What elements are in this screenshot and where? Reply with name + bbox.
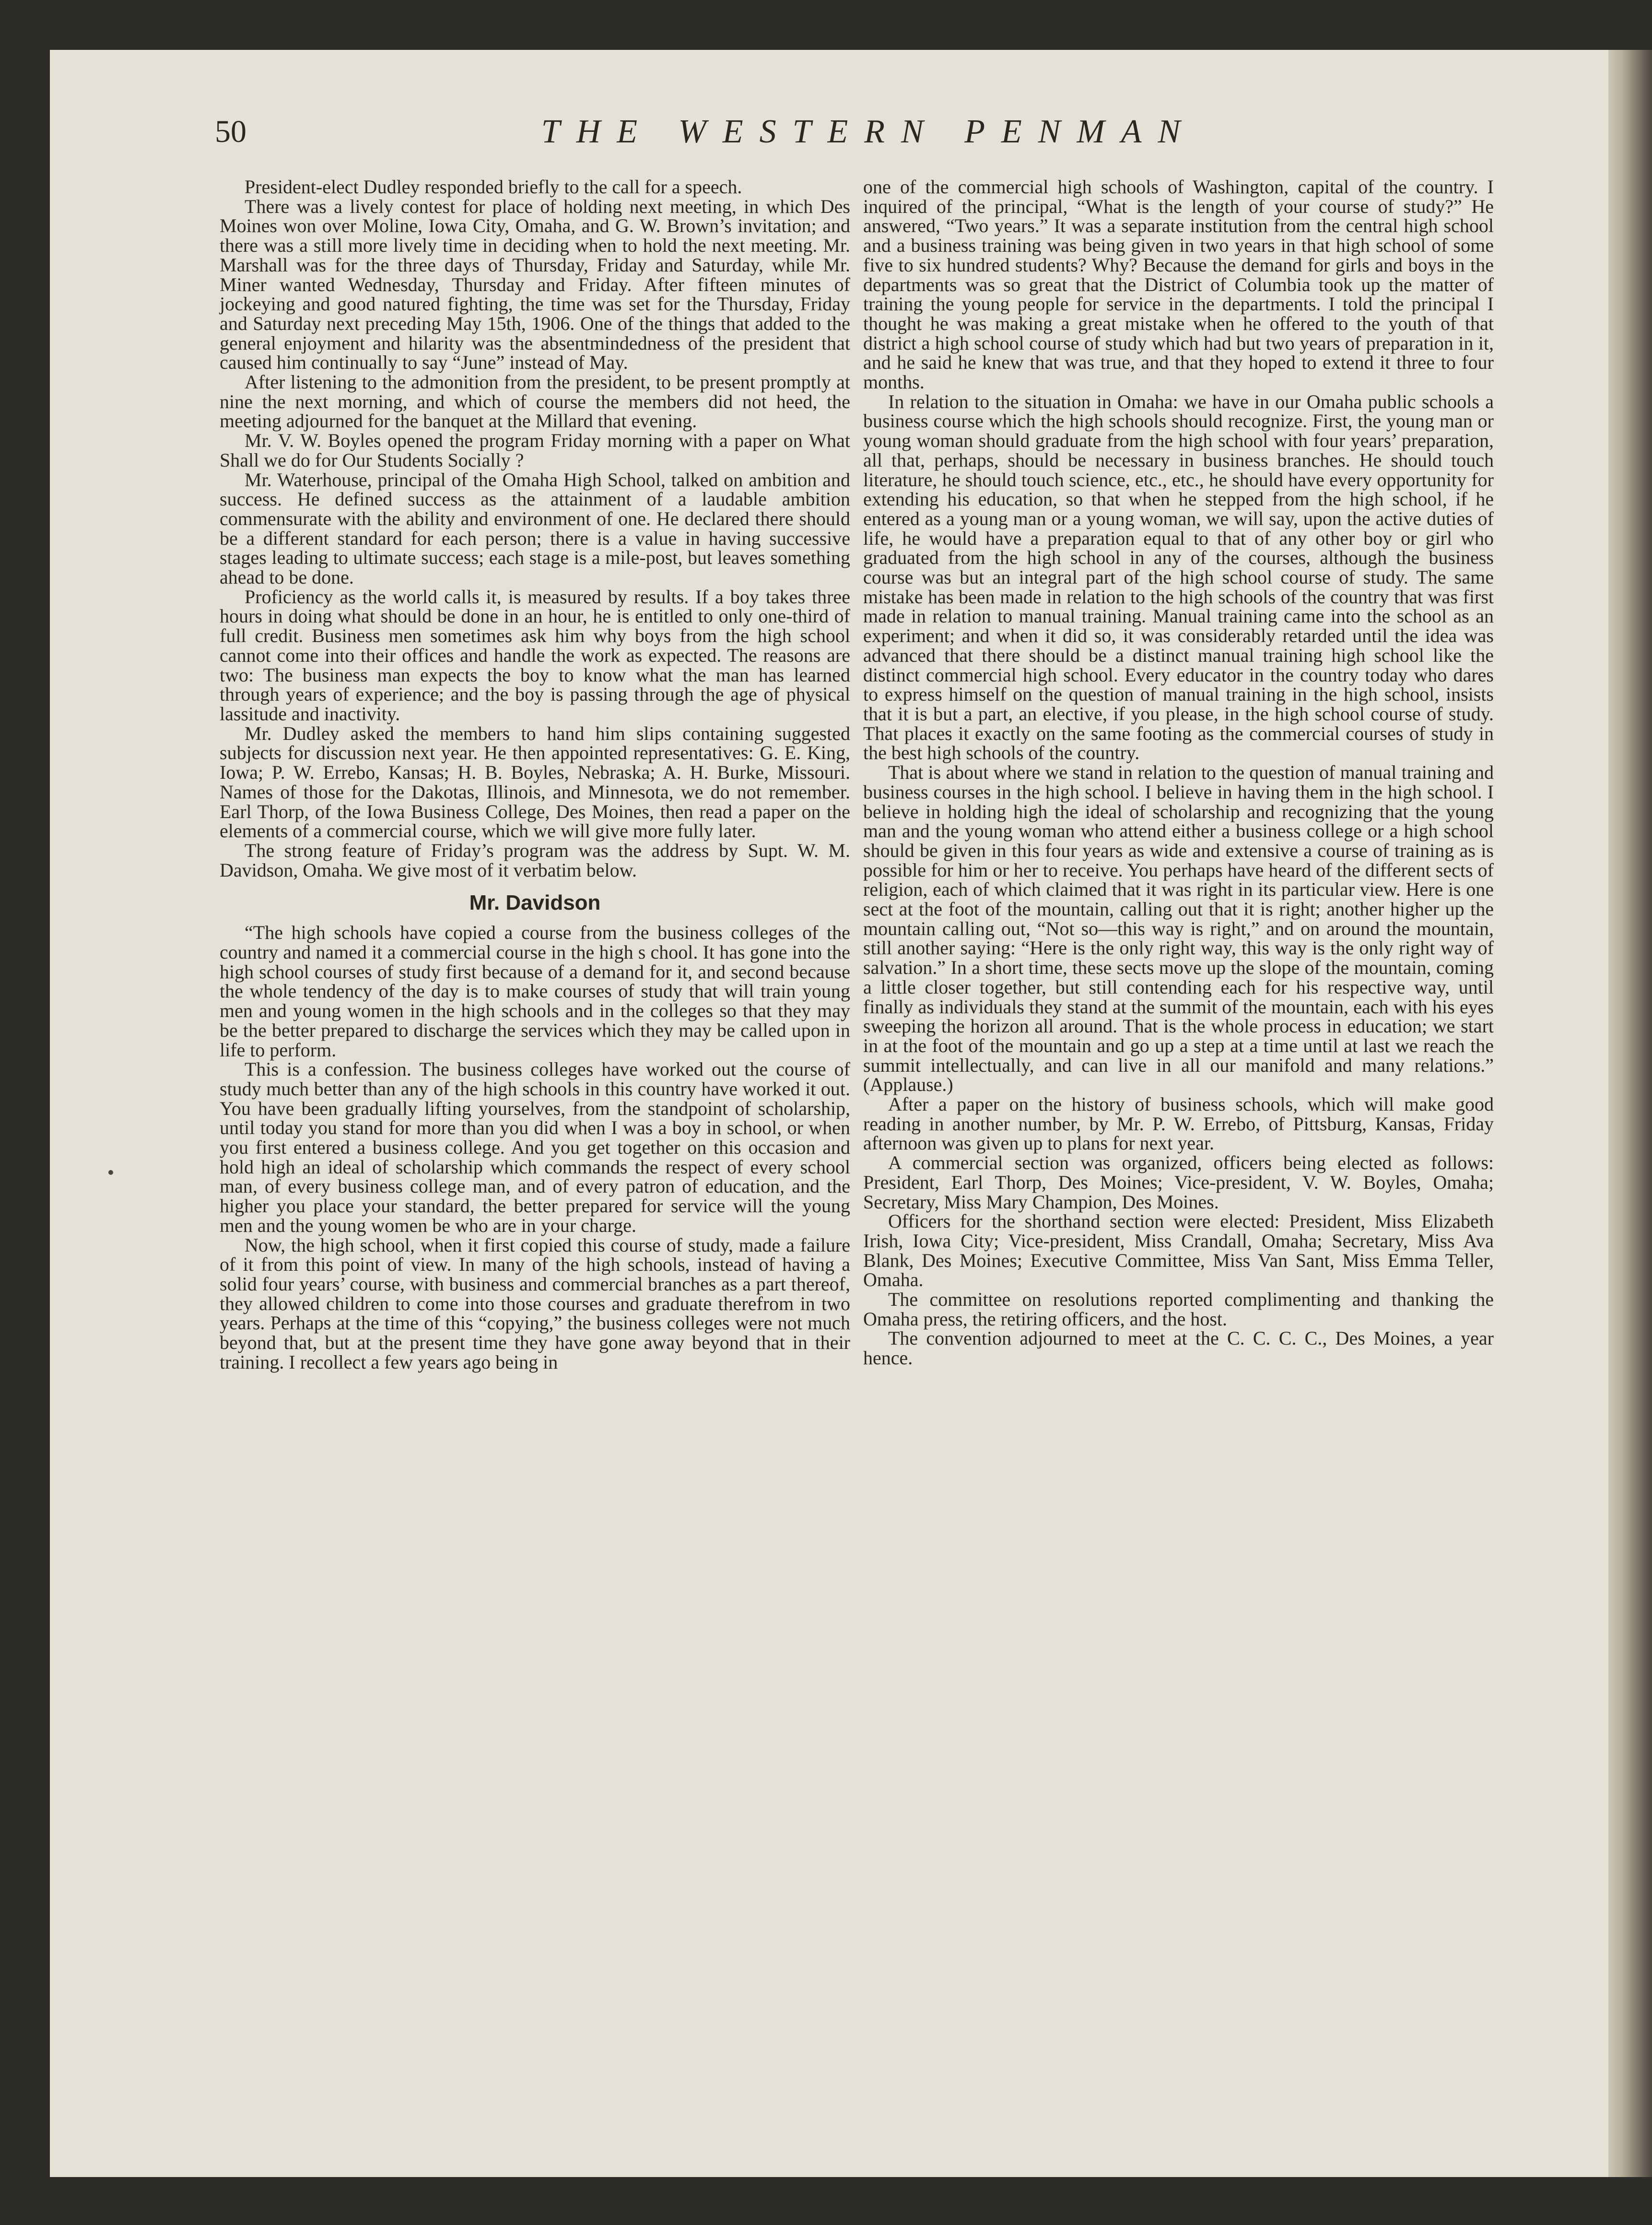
paragraph: After a paper on the history of business schools, which will make good reading in another number, by Mr. P. W. Errebo, of Pittsburg, Kansas, Friday afternoon was given up to plans for next year. <box>863 1093 1494 1154</box>
left-column <box>220 177 850 1372</box>
paragraph: After listening to the admonition from the president, to be present promptly at nine the next morning, and which of course the members did not heed, the meeting adjourned for the banquet at the Millard that evening. <box>220 371 850 432</box>
paragraph: Now, the high school, when it first copied this course of study, made a failure of it from this point of view. In many of the high schools, instead of having a solid four years’ course, with business and commercial branches as a part thereof, they allowed children to come into those courses and graduate therefrom in two years. Perhaps at the time of this “copying,” the business colleges were not much beyond that, but at the present time they have gone away beyond that in their training. I recollect a few years ago being in <box>220 1234 850 1373</box>
section-heading: Mr. Davidson <box>469 891 601 915</box>
paragraph: Mr. Waterhouse, principal of the Omaha High School, talked on ambition and success. He defined success as the attainment of a laudable ambition commensurate with the ability and environment of one. He declared there should be a different standard for each person; there is a value in having successive stages leading to ultimate success; each stage is a mile-post, but leaves something ahead to be done. <box>220 468 850 588</box>
page-number: 50 <box>215 114 246 149</box>
page-edge-shadow <box>1608 50 1652 2177</box>
paragraph: The strong feature of Friday’s program was the address by Supt. W. M. Davidson, Omaha. We give most of it verbatim below. <box>220 839 850 881</box>
paragraph: Officers for the shorthand section were elected: President, Miss Elizabeth Irish, Iowa City; Vice-president, Miss Crandall, Omaha; Secretary, Miss Ava Blank, Des Moines; Executive Committee, Miss Van Sant, Miss Emma Teller, Omaha. <box>863 1210 1494 1291</box>
paragraph: President-elect Dudley responded briefly to the call for a speech. <box>245 176 742 198</box>
right-column <box>863 177 1494 1368</box>
ink-speck <box>108 1170 113 1175</box>
paragraph: A commercial section was organized, officers being elected as follows: President, Earl Thorp, Des Moines; Vice-president, V. W. Boyles, Omaha; Secretary, Miss Mary Champion, Des Moines. <box>863 1152 1494 1213</box>
paragraph: That is about where we stand in relation to the question of manual training and business courses in the high school. I believe in having them in the high school. I believe in holding high the ideal of scholarship and recognizing that the young man and the young woman who attend either a business college or a high school should be given in this four years as wide and extensive a course of training as is possible for him or her to receive. You perhaps have heard of the different sects of religion, each of which claimed that it was right in its particular view. Here is one sect at the foot of the mountain, calling out that it is right; another higher up the mountain calling out, “Not so—this way is right,” and on around the mountain, still another saying: “Here is the only right way, this way is the only right way of salvation.” In a short time, these sects move up the slope of the mountain, coming a little closer together, but still contending each for his respective way, until finally as individuals they stand at the summit of the mountain, each with his eyes sweeping the horizon all around. That is the whole process in education; we start in at the foot of the mountain and go up a step at a time until at last we reach the summit intellectually, and can live in all our manifold and many relations.” (Applause.) <box>863 761 1494 1096</box>
paragraph: The committee on resolutions reported complimenting and thanking the Omaha press, the retiring officers, and the host. <box>863 1288 1494 1330</box>
paragraph: Mr. Dudley asked the members to hand him slips containing suggested subjects for discussion next year. He then appointed representatives: G. E. King, Iowa; P. W. Errebo, Kansas; H. B. Boyles, Nebraska; A. H. Burke, Missouri. Names of those for the Dakotas, Illinois, and Minnesota, we do not remember. Earl Thorp, of the Iowa Business College, Des Moines, then read a paper on the elements of a commercial course, which we will give more fully later. <box>220 722 850 842</box>
running-title: THE WESTERN PENMAN <box>541 113 1197 150</box>
paragraph: In relation to the situation in Omaha: we have in our Omaha public schools a business course which the high schools should recognize. First, the young man or young woman should graduate from the high school with four years’ preparation, all that, perhaps, should be necessary in business branches. He should touch literature, he should touch science, etc., etc., he should have every opportunity for extending his education, so that when he stepped from the high school, if he entered as a young man or a young woman, we will say, upon the active duties of life, he would have a preparation equal to that of any other boy or girl who graduated from the high school in any of the courses, although the business course was but an integral part of the high school course of study. The same mistake has been made in relation to the high schools of the country that was first made in relation to manual training. Manual training came into the school as an experiment; and when it did so, it was considerably retarded until the idea was advanced that there should be a distinct manual training high school like the distinct commercial high school. Every educator in the country today who dares to express himself on the question of manual training in the high school, insists that it is but a part, an elective, if you please, in the high school course of study. That places it exactly on the same footing as the commercial courses of study in the best high schools of the country. <box>863 390 1494 764</box>
paragraph: “The high schools have copied a course from the business colleges of the country and named it a commercial course in the high s chool. It has gone into the high school courses of study first because of a demand for it, and second because the whole tendency of the day is to make courses of study that will train young men and young women in the high schools and in the colleges so that they may be the better prepared to discharge the services which they may be called upon in life to perform. <box>220 922 850 1061</box>
paragraph: one of the commercial high schools of Washington, capital of the country. I inquired of the principal, “What is the length of your course of study?” He answered, “Two years.” It was a separate institution from the central high school and a business training was being given in two years in that high school of some five to six hundred students? Why? Because the demand for girls and boys in the departments was so great that the District of Columbia took up the matter of training the young people for service in the departments. I told the principal I thought he was making a great mistake when he offered to the youth of that district a high school course of study which had but two years of preparation in it, and he said he knew that was true, and that they hoped to extend it three to four months. <box>863 176 1494 393</box>
paragraph: This is a confession. The business colleges have worked out the course of study much better than any of the high schools in this country have worked it out. You have been gradually lifting yourselves, from the standpoint of scholarship, until today you stand for more than you did when I was a boy in school, or when you first entered a business college. And you get together on this occasion and hold high an ideal of scholarship which commands the respect of every school man, of every business college man, and of every patron of education, and the higher you place your standard, the better prepared for service will the young men and the young women be who are in your charge. <box>220 1058 850 1236</box>
paragraph: The convention adjourned to meet at the C. C. C. C., Des Moines, a year hence. <box>863 1327 1494 1369</box>
paragraph: Mr. V. W. Boyles opened the program Friday morning with a paper on What Shall we do for Our Students Socially ? <box>220 430 850 471</box>
paragraph: There was a lively contest for place of holding next meeting, in which Des Moines won over Moline, Iowa City, Omaha, and G. W. Brown’s invitation; and there was a still more lively time in deciding when to hold the next meeting. Mr. Marshall was for the three days of Thursday, Friday and Saturday, while Mr. Miner wanted Wednesday, Thursday and Friday. After fifteen minutes of jockeying and good natured fighting, the time was set for the Thursday, Friday and Saturday next preceding May 15th, 1906. One of the things that added to the general enjoyment and hilarity was the absentmindedness of the president that caused him continually to say “June” instead of May. <box>220 195 850 374</box>
running-header <box>215 110 1523 158</box>
paragraph: Proficiency as the world calls it, is measured by results. If a boy takes three hours in doing what should be done in an hour, he is entitled to only one-third of full credit. Business men sometimes ask him why boys from the high school cannot come into their offices and handle the work as expected. The reasons are two: The business man expects the boy to know what the man has learned through years of experience; and the boy is passing through the age of physical lassitude and inactivity. <box>220 586 850 725</box>
